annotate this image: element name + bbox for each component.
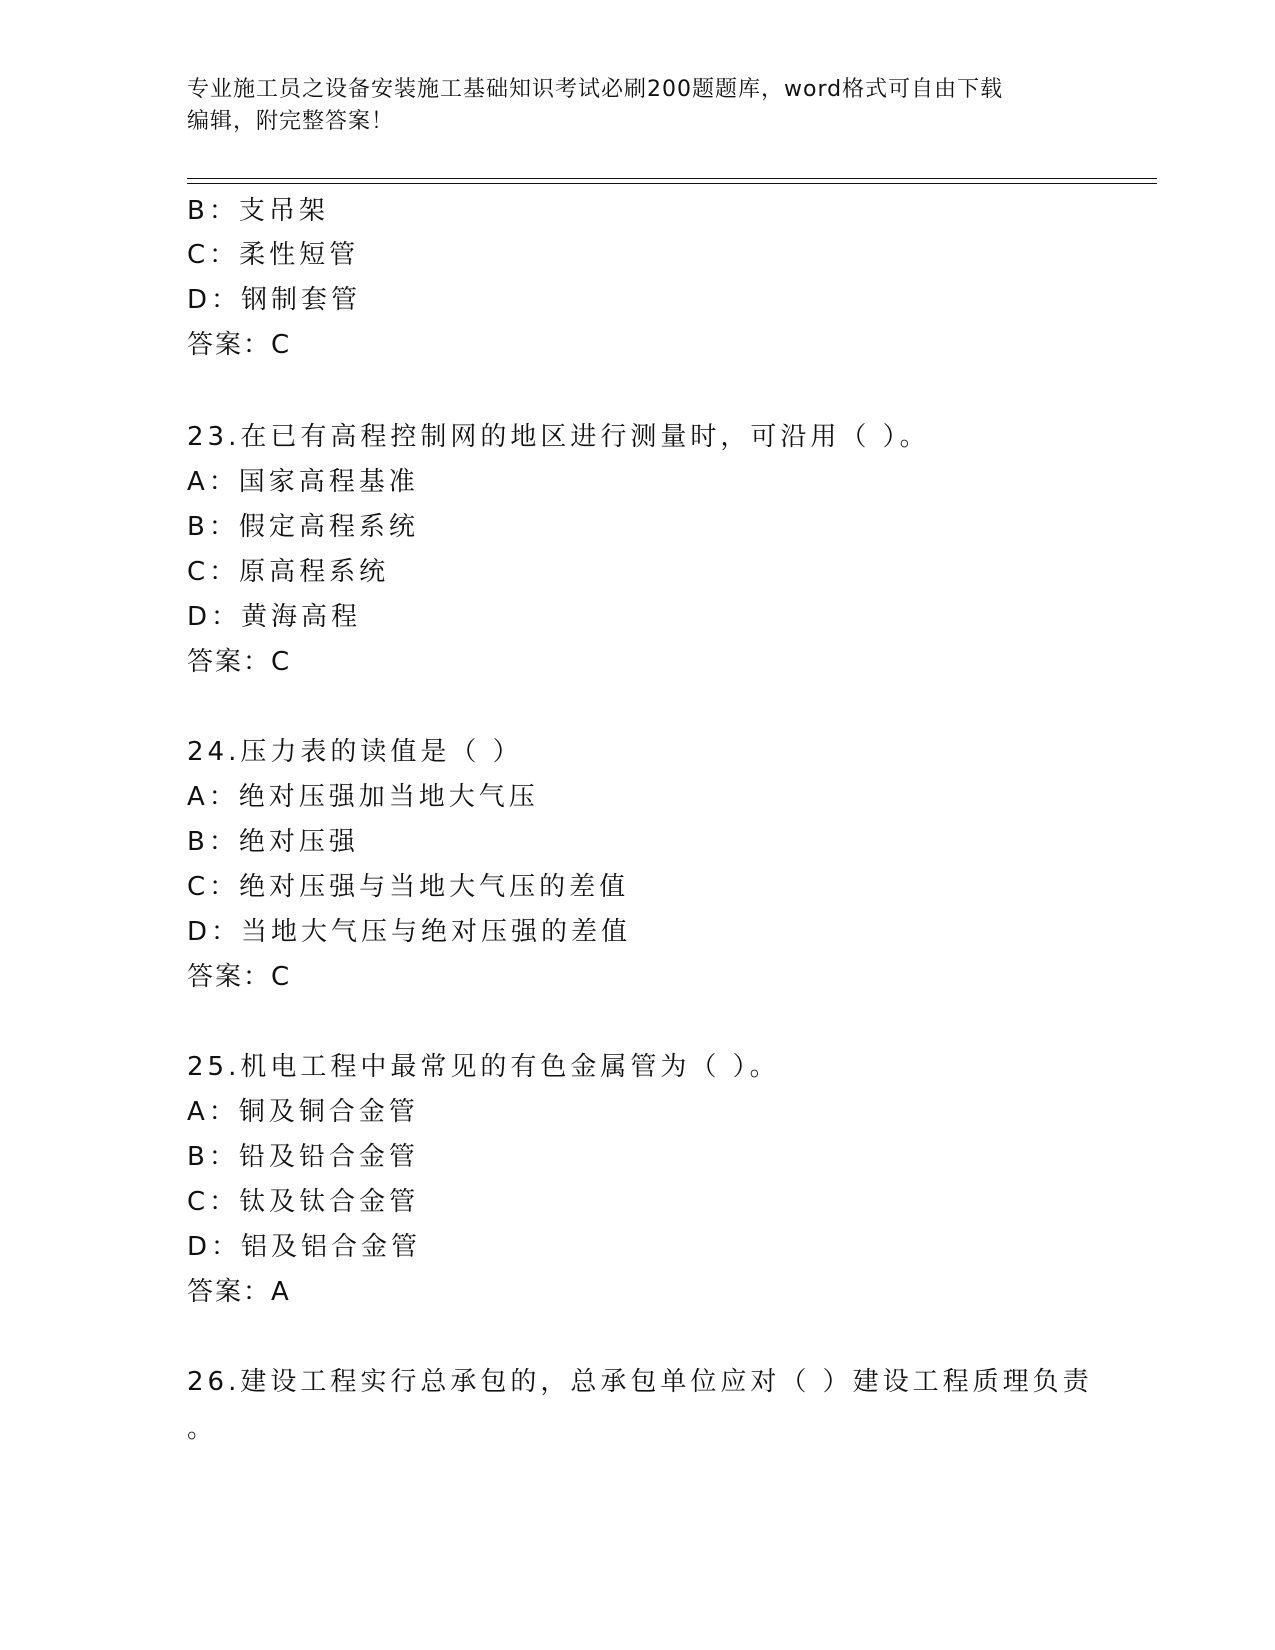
q23-option-c: C：原高程系统 xyxy=(187,557,390,587)
q24-option-c: C：绝对压强与当地大气压的差值 xyxy=(187,872,630,902)
q25-question: 25.机电工程中最常见的有色金属管为（ ）。 xyxy=(187,1052,780,1082)
q23-answer: 答案：C xyxy=(187,647,292,677)
header-line-2: 编辑，附完整答案！ xyxy=(187,109,395,134)
q23-option-d: D：黄海高程 xyxy=(187,602,362,632)
q25-answer: 答案：A xyxy=(187,1277,291,1307)
q25-option-b: B：铅及铅合金管 xyxy=(187,1142,419,1172)
q22-answer: 答案：C xyxy=(187,330,292,360)
q24-option-d: D：当地大气压与绝对压强的差值 xyxy=(187,917,632,947)
q24-option-a: A：绝对压强加当地大气压 xyxy=(187,782,539,812)
q25-option-a: A：铜及铜合金管 xyxy=(187,1097,419,1127)
q23-question: 23.在已有高程控制网的地区进行测量时，可沿用（ ）。 xyxy=(187,422,930,452)
q25-option-d: D：铝及铝合金管 xyxy=(187,1232,422,1262)
q22-option-d: D：钢制套管 xyxy=(187,285,362,315)
q24-answer: 答案：C xyxy=(187,962,292,992)
q22-option-b: B：支吊架 xyxy=(187,196,329,226)
q23-option-a: A：国家高程基准 xyxy=(187,467,419,497)
header-divider-top xyxy=(187,178,1157,179)
q24-question: 24.压力表的读值是（ ） xyxy=(187,737,523,767)
q26-question: 26.建设工程实行总承包的，总承包单位应对（ ）建设工程质理负责 xyxy=(187,1367,1093,1397)
q22-option-c: C：柔性短管 xyxy=(187,240,360,270)
q24-option-b: B：绝对压强 xyxy=(187,827,359,857)
header-divider-bottom xyxy=(187,183,1157,184)
q26-question-continued: 。 xyxy=(187,1414,218,1444)
document-header xyxy=(187,74,1067,138)
q25-option-c: C：钛及钛合金管 xyxy=(187,1187,420,1217)
header-line-1: 专业施工员之设备安装施工基础知识考试必刷200题题库，word格式可自由下载 xyxy=(187,77,1004,102)
q23-option-b: B：假定高程系统 xyxy=(187,512,419,542)
